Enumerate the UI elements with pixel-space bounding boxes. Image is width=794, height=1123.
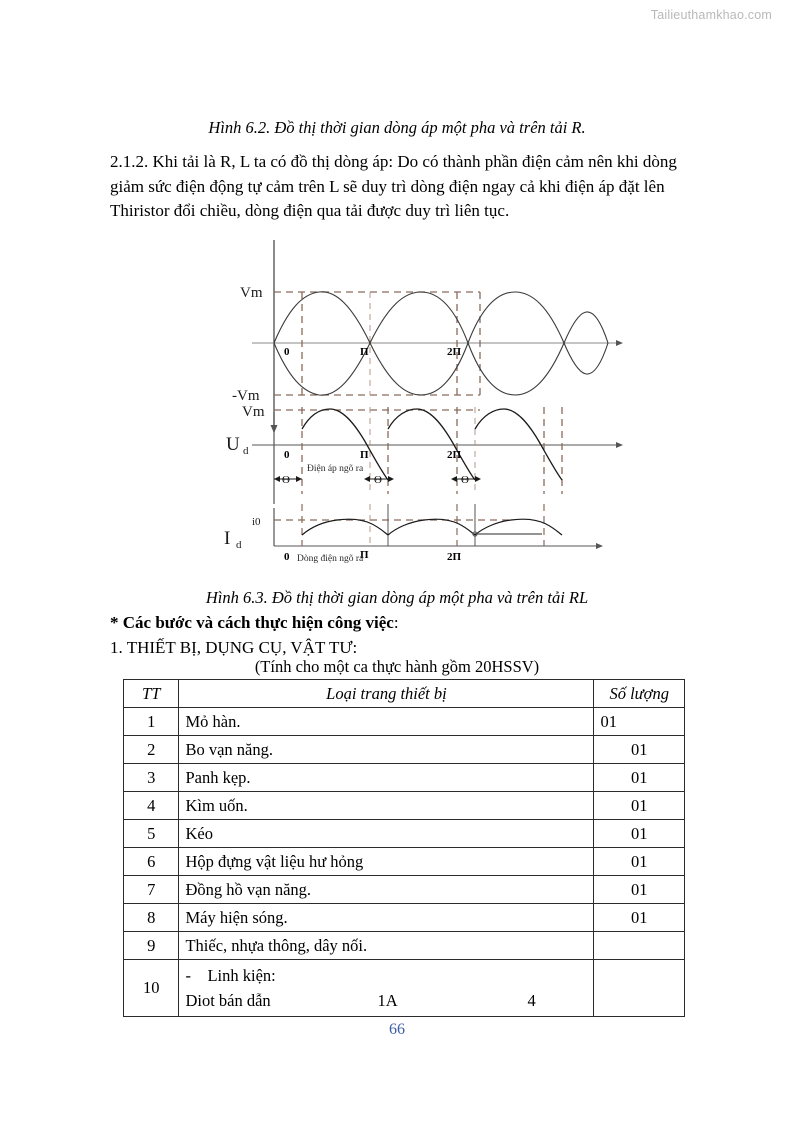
cell-name: Kìm uốn.: [179, 792, 594, 820]
cell-tt: 7: [124, 876, 179, 904]
cell-tt: 10: [124, 960, 179, 1017]
cell-tt: 3: [124, 764, 179, 792]
cell-qty: 01: [594, 764, 685, 792]
label-theta-3: Θ: [461, 474, 469, 486]
cell-tt: 8: [124, 904, 179, 932]
cell-tt: 6: [124, 848, 179, 876]
label-2pi-chart3: 2Π: [447, 551, 462, 563]
cell-qty: 01: [594, 876, 685, 904]
component-spec: 1A: [377, 991, 398, 1010]
cell-tt: 4: [124, 792, 179, 820]
page-number: 66: [389, 1021, 405, 1038]
label-zero-chart3: 0: [284, 551, 290, 563]
table-row: [124, 792, 685, 820]
cell-name: Bo vạn năng.: [179, 736, 594, 764]
label-id: I: [224, 528, 231, 549]
cell-qty: [594, 960, 685, 1017]
cell-qty: 01: [594, 904, 685, 932]
cell-qty: 01: [594, 736, 685, 764]
cell-name: Kéo: [179, 820, 594, 848]
cell-name: Đồng hồ vạn năng.: [179, 876, 594, 904]
cell-qty: [594, 932, 685, 960]
cell-qty: 01: [594, 708, 685, 736]
label-id-subscript: d: [236, 539, 242, 551]
label-theta-1: Θ: [282, 474, 290, 486]
label-zero-chart2: 0: [284, 449, 290, 461]
table-row: [124, 820, 685, 848]
table-row: [124, 932, 685, 960]
label-pi-chart3: Π: [360, 549, 369, 561]
heading-equipment: 1. THIẾT BỊ, DỤNG CỤ, VẬT TƯ:: [110, 638, 358, 657]
label-i0: i0: [252, 516, 261, 528]
table-row-components: [124, 960, 685, 1017]
label-2pi-chart1: 2Π: [447, 346, 462, 358]
watermark-text: Tailieuthamkhao.com: [650, 8, 772, 22]
component-dash: -: [185, 966, 191, 985]
figure-caption-6-2: Hình 6.2. Đồ thị thời gian dòng áp một pha và trên tải R.: [208, 118, 586, 137]
cell-tt: 2: [124, 736, 179, 764]
label-ud-subscript: d: [243, 445, 249, 457]
cell-tt: 5: [124, 820, 179, 848]
table-row: [124, 876, 685, 904]
cell-qty: 01: [594, 820, 685, 848]
chart-3-id-group: [224, 504, 602, 564]
component-count: 4: [527, 991, 536, 1010]
header-tt: TT: [124, 680, 179, 708]
cell-tt: 9: [124, 932, 179, 960]
table-row: [124, 848, 685, 876]
paragraph-section-2-1-2: 2.1.2. Khi tải là R, L ta có đồ thị dòng áp: Do có thành phần điện cảm nên khi dòng giảm sức điện động tự cảm trên L sẽ duy trì dòng điện ngay cả khi điện áp đặt lên Thiristor đổi chiều, dòng điện qua tải được duy trì liên tục.: [110, 152, 677, 220]
heading-work-steps-bold: * Các bước và cách thực hiện công việc: [110, 613, 394, 632]
heading-work-steps: [110, 613, 399, 633]
waveform-diagram-figure-6-3: [212, 232, 632, 580]
note-class-size: (Tính cho một ca thực hành gồm 20HSSV): [254, 657, 540, 676]
label-ud: U: [226, 434, 240, 455]
cell-tt: 1: [124, 708, 179, 736]
label-zero-chart1: 0: [284, 346, 290, 358]
label-voltage-output: Điện áp ngõ ra: [307, 464, 364, 474]
component-line-1: [185, 963, 587, 988]
chart-1-sine-group: [232, 240, 622, 432]
label-pi-chart1: Π: [360, 346, 369, 358]
chart-2-ud-group: [226, 404, 622, 504]
table-header-row: [124, 680, 685, 708]
table-row: [124, 904, 685, 932]
cell-name: Thiếc, nhựa thông, dây nối.: [179, 932, 594, 960]
cell-qty: 01: [594, 792, 685, 820]
cell-name: Mỏ hàn.: [179, 708, 594, 736]
table-row: [124, 736, 685, 764]
figure-caption-6-3: Hình 6.3. Đồ thị thời gian dòng áp một pha và trên tải RL: [205, 588, 589, 607]
component-line-2: [185, 988, 587, 1013]
label-current-output: Dòng điện ngõ ra: [297, 554, 364, 564]
label-theta-2: Θ: [374, 474, 382, 486]
cell-name: Hộp đựng vật liệu hư hỏng: [179, 848, 594, 876]
label-vm-mid: Vm: [242, 404, 265, 420]
cell-qty: 01: [594, 848, 685, 876]
component-name: Diot bán dẫn: [185, 991, 271, 1010]
header-name: Loại trang thiết bị: [179, 680, 594, 708]
table-row: [124, 708, 685, 736]
cell-name-components: [179, 960, 594, 1017]
cell-name: Máy hiện sóng.: [179, 904, 594, 932]
component-heading: Linh kiện:: [207, 966, 276, 985]
heading-work-steps-colon: :: [393, 613, 399, 632]
label-vm-top: Vm: [240, 285, 263, 301]
label-2pi-chart2: 2Π: [447, 449, 462, 461]
label-minus-vm: -Vm: [232, 388, 260, 404]
cell-name: Panh kẹp.: [179, 764, 594, 792]
table-row: [124, 764, 685, 792]
header-qty: Số lượng: [594, 680, 685, 708]
equipment-table: [123, 679, 685, 1017]
label-pi-chart2: Π: [360, 449, 369, 461]
